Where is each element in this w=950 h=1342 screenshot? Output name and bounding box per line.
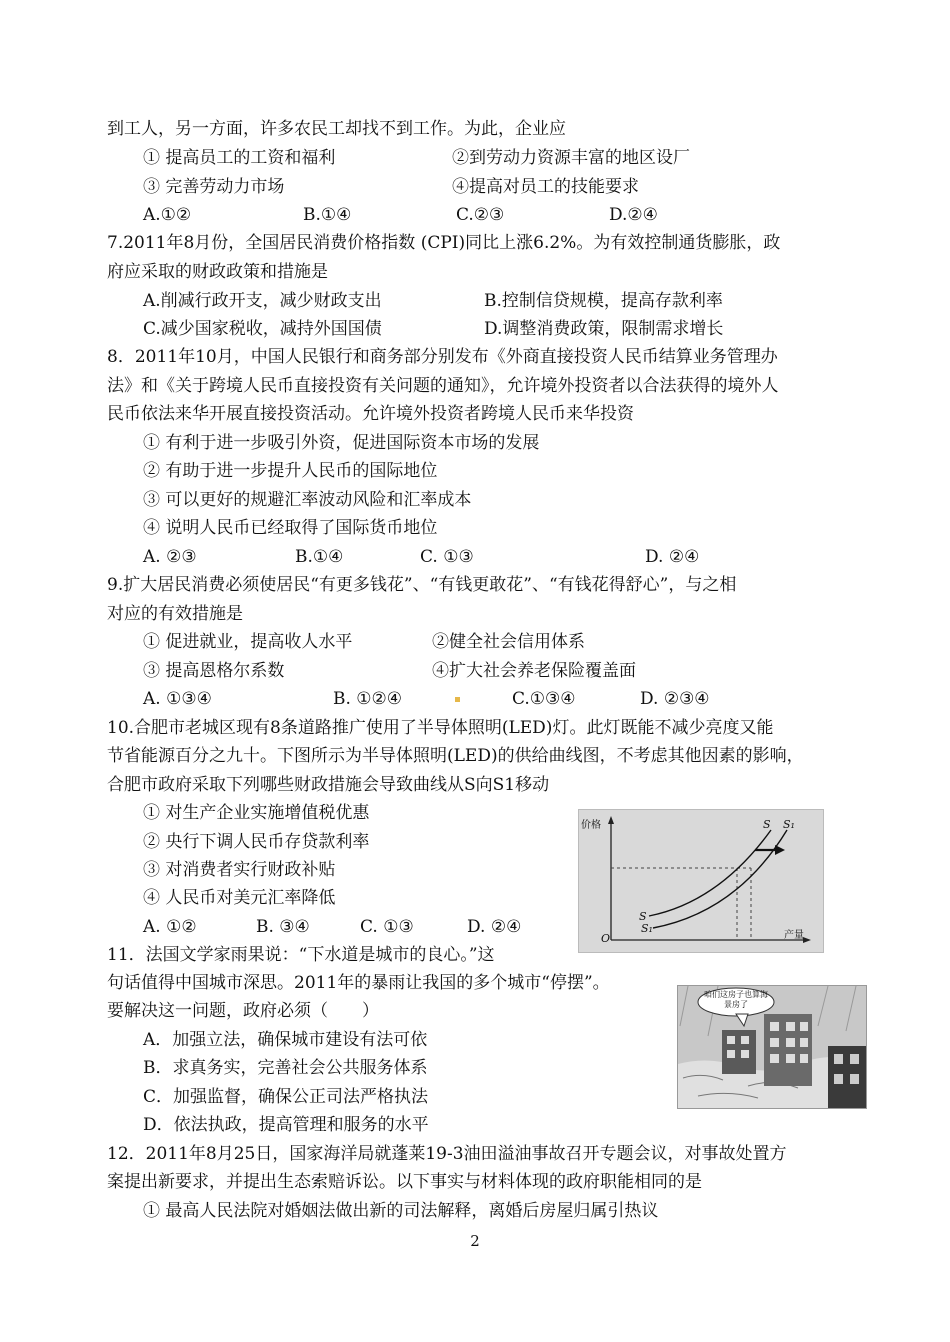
answer-choice: B. ①②④ — [333, 689, 403, 709]
question-9: 9.扩大居民消费必须使居民“有更多钱花”、“有钱更敢花”、“有钱花得舒心”，与之相 — [107, 575, 737, 595]
answer-choice: C.①③④ — [512, 689, 576, 709]
answer-choice: A. ①② — [143, 917, 197, 937]
option-statement: ② 央行下调人民币存贷款利率 — [143, 832, 370, 852]
page-number: 2 — [470, 1232, 480, 1250]
supply-curve-figure — [578, 809, 824, 953]
answer-choice: D. ②④ — [467, 917, 522, 937]
answer-choice: A. ①③④ — [143, 689, 212, 709]
option-statement: ① 促进就业，提高收人水平 — [143, 632, 353, 652]
text-line: 民币依法来华开展直接投资活动。允许境外投资者跨境人民币来华投资 — [107, 404, 634, 424]
curve-s1-top-label: S₁ — [783, 818, 795, 831]
option-statement: ④ 人民币对美元汇率降低 — [143, 888, 336, 908]
answer-choice: B.①④ — [295, 547, 344, 567]
answer-choice: C. ①③ — [420, 547, 474, 567]
option-statement: ②到劳动力资源丰富的地区设厂 — [452, 148, 690, 168]
curve-s1 — [653, 830, 787, 928]
answer-choice: A.①② — [143, 205, 192, 225]
text-line: 合肥市政府采取下列哪些财政措施会导致曲线从S向S1移动 — [107, 775, 550, 795]
text-line: 对应的有效措施是 — [107, 604, 243, 624]
stray-mark — [455, 697, 460, 702]
answer-choice: A.削减行政开支，减少财政支出 — [143, 291, 382, 311]
cartoon-speech-bubble: 咱们这房子也算海景房了 — [704, 990, 768, 1009]
option-statement: ④提高对员工的技能要求 — [452, 177, 639, 197]
text-line: 法》和《关于跨境人民币直接投资有关问题的通知》，允许境外投资者以合法获得的境外人 — [107, 376, 779, 396]
option-statement: ③ 提高恩格尔系数 — [143, 661, 285, 681]
answer-choice: D.调整消费政策，限制需求增长 — [484, 319, 724, 339]
option-statement: ③ 可以更好的规避汇率波动风险和汇率成本 — [143, 490, 472, 510]
option-statement: ③ 完善劳动力市场 — [143, 177, 285, 197]
question-7: 7.2011年8月份，全国居民消费价格指数 (CPI)同比上涨6.2%。为有效控制通货膨胀，政 — [107, 233, 781, 253]
answer-choice: D. ②④ — [645, 547, 700, 567]
origin-label: O — [601, 932, 611, 945]
text-line: 案提出新要求，并提出生态索赔诉讼。以下事实与材料体现的政府职能相同的是 — [107, 1172, 702, 1192]
flood-cartoon — [677, 985, 867, 1109]
answer-choice: B. ③④ — [256, 917, 310, 937]
option-statement: ③ 对消费者实行财政补贴 — [143, 860, 336, 880]
answer-choice: B.①④ — [303, 205, 352, 225]
answer-choice: B．求真务实，完善社会公共服务体系 — [143, 1058, 428, 1078]
text-line: 句话值得中国城市深思。2011年的暴雨让我国的多个城市“停摆”。 — [107, 973, 610, 993]
option-statement: ① 最高人民法院对婚姻法做出新的司法解释，离婚后房屋归属引热议 — [143, 1201, 659, 1221]
text-line: 到工人，另一方面，许多农民工却找不到工作。为此，企业应 — [107, 119, 566, 139]
answer-choice: D．依法执政，提高管理和服务的水平 — [143, 1115, 429, 1135]
answer-choice: D.②④ — [609, 205, 658, 225]
curve-s — [649, 830, 771, 916]
option-statement: ② 有助于进一步提升人民币的国际地位 — [143, 461, 438, 481]
option-statement: ②健全社会信用体系 — [432, 632, 585, 652]
question-11: 11．法国文学家雨果说：“下水道是城市的良心。”这 — [107, 945, 495, 965]
curve-s1-bottom-label: S₁ — [641, 922, 653, 935]
y-axis-label: 价格 — [581, 820, 601, 831]
option-statement: ④ 说明人民币已经取得了国际货币地位 — [143, 518, 438, 538]
answer-choice: A．加强立法，确保城市建设有法可依 — [143, 1030, 428, 1050]
text-line: 节省能源百分之九十。下图所示为半导体照明(LED)的供给曲线图，不考虑其他因素的影响， — [107, 746, 804, 766]
question-12: 12．2011年8月25日，国家海洋局就蓬莱19-3油田溢油事故召开专题会议，对事故处置方 — [107, 1144, 787, 1164]
text-line: 府应采取的财政政策和措施是 — [107, 262, 328, 282]
text-line: 要解决这一问题，政府必须（ ） — [107, 1001, 379, 1021]
answer-choice: D. ②③④ — [640, 689, 710, 709]
question-10: 10.合肥市老城区现有8条道路推广使用了半导体照明(LED)灯。此灯既能不减少亮度又能 — [107, 718, 774, 738]
answer-choice: C．加强监督，确保公正司法严格执法 — [143, 1087, 429, 1107]
question-8: 8．2011年10月，中国人民银行和商务部分别发布《外商直接投资人民币结算业务管理办 — [107, 347, 778, 367]
curve-s-bottom-label: S — [639, 910, 647, 923]
option-statement: ① 提高员工的工资和福利 — [143, 148, 336, 168]
x-axis-label: 产量 — [784, 930, 804, 941]
curve-s-top-label: S — [763, 818, 771, 831]
answer-choice: C.减少国家税收，减持外国国债 — [143, 319, 382, 339]
answer-choice: C.②③ — [456, 205, 505, 225]
answer-choice: C. ①③ — [360, 917, 414, 937]
option-statement: ① 有利于进一步吸引外资，促进国际资本市场的发展 — [143, 433, 540, 453]
answer-choice: A. ②③ — [143, 547, 197, 567]
answer-choice: B.控制信贷规模，提高存款利率 — [484, 291, 723, 311]
option-statement: ④扩大社会养老保险覆盖面 — [432, 661, 636, 681]
option-statement: ① 对生产企业实施增值税优惠 — [143, 803, 370, 823]
